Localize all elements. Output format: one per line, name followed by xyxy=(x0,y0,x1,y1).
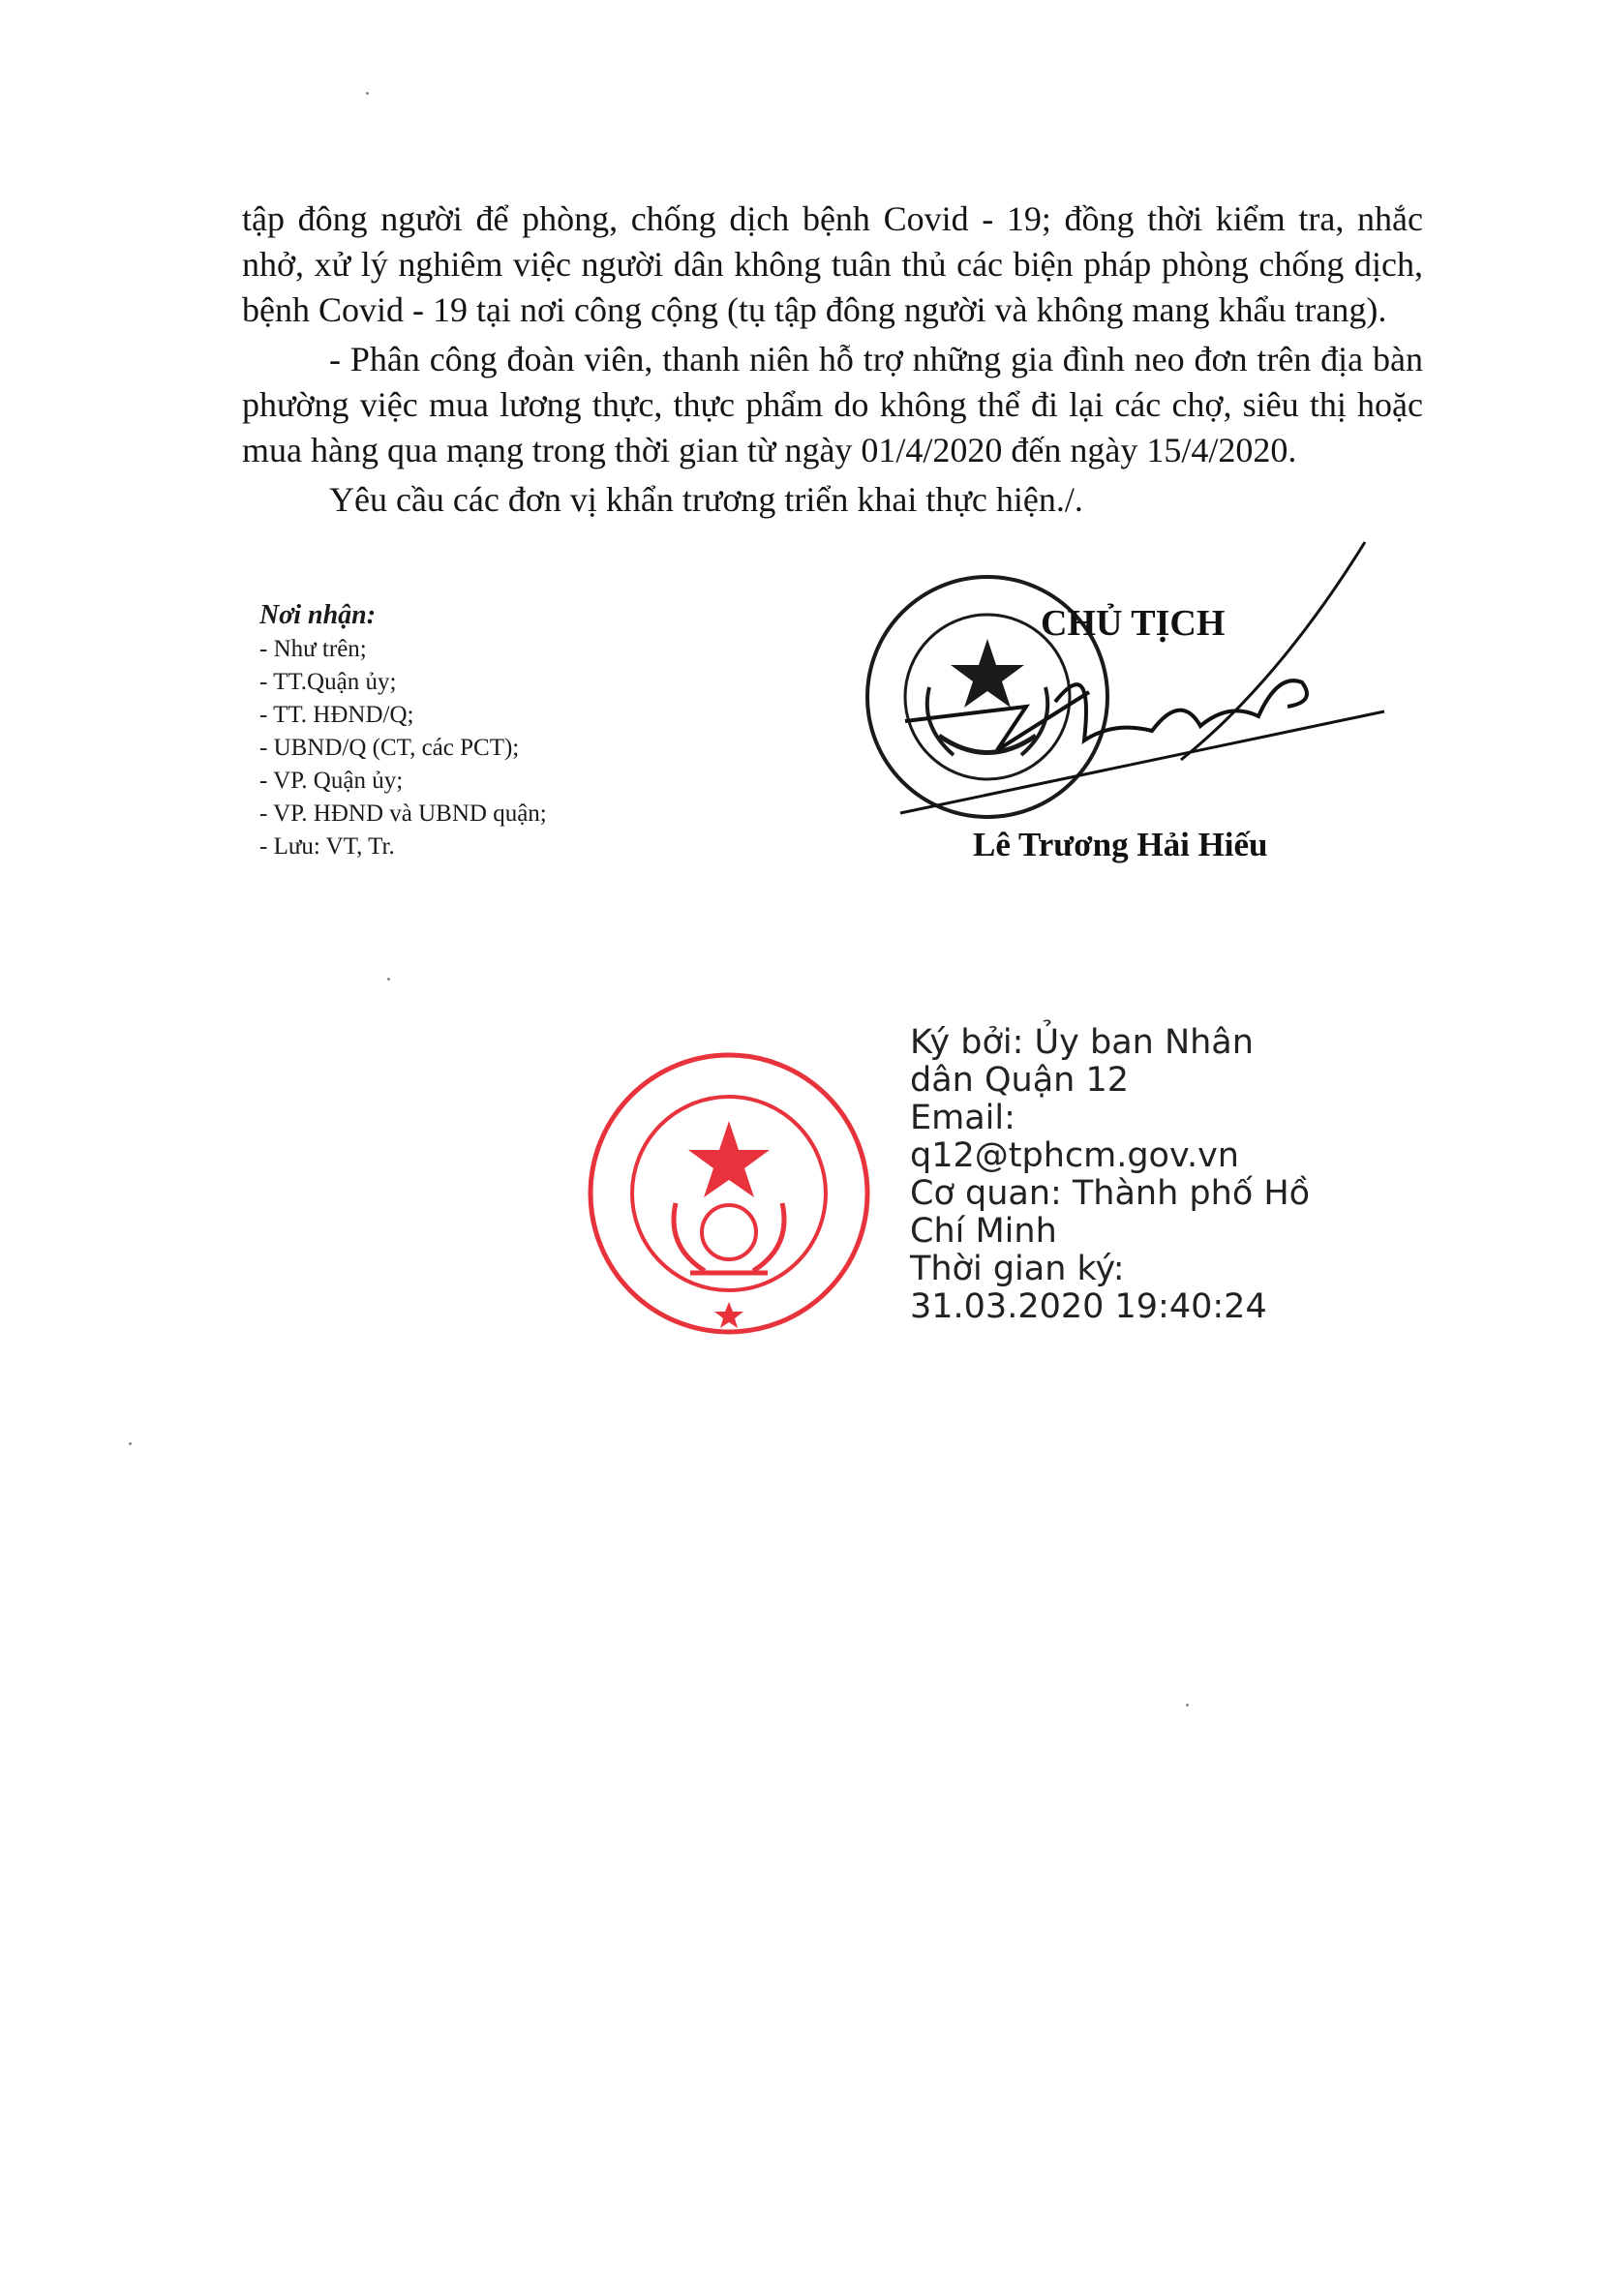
digital-agency-line: Cơ quan: Thành phố Hồ xyxy=(910,1174,1311,1213)
scan-speck xyxy=(1186,1704,1189,1707)
digital-email-value: q12@tphcm.gov.vn xyxy=(910,1136,1239,1175)
recipient-item: - TT.Quận ủy; xyxy=(259,669,397,695)
handwritten-signature-icon xyxy=(862,537,1404,857)
scan-speck xyxy=(366,92,369,95)
digital-time-label: Thời gian ký: xyxy=(910,1250,1125,1288)
recipient-item: - VP. HĐND và UBND quận; xyxy=(259,801,547,827)
paragraph-task: - Phân công đoàn viên, thanh niên hỗ trợ những gia đình neo đơn trên địa bàn phường việc mua lương thực, thực phẩm do không thể đi lại các chợ, siêu thị hoặc mua hàng qua mạng trong thời gian từ ngày 01/4/2020 đến ngày 15/4/2020. xyxy=(242,340,1423,469)
paragraph-closing: Yêu cầu các đơn vị khẩn trương triển khai thực hiện./. xyxy=(329,480,1083,519)
digital-signer-line: Ký bởi: Ủy ban Nhân xyxy=(910,1023,1254,1062)
recipients-heading: Nơi nhận: xyxy=(259,600,377,630)
signer-title: CHỦ TỊCH xyxy=(1041,603,1226,644)
recipient-item: - TT. HĐND/Q; xyxy=(259,702,414,728)
scan-speck xyxy=(129,1442,132,1445)
signer-name: Lê Trương Hải Hiếu xyxy=(973,826,1268,863)
digital-time-value: 31.03.2020 19:40:24 xyxy=(910,1287,1267,1326)
recipients-block xyxy=(259,598,547,863)
recipient-item: - Lưu: VT, Tr. xyxy=(259,833,395,860)
recipient-item: - UBND/Q (CT, các PCT); xyxy=(259,735,520,761)
digital-agency-line: Chí Minh xyxy=(910,1212,1057,1251)
official-red-seal-icon xyxy=(584,1048,874,1339)
paragraph-continuation: tập đông người để phòng, chống dịch bệnh Covid - 19; đồng thời kiểm tra, nhắc nhở, xử lý nghiêm việc người dân không tuân thủ các biện pháp phòng chống dịch, bệnh Covid - 19 tại nơi công cộng (tụ tập đông người và không mang khẩu trang). xyxy=(242,199,1423,329)
recipient-item: - VP. Quận ủy; xyxy=(259,768,404,794)
digital-signer-line: dân Quận 12 xyxy=(910,1061,1129,1100)
body-text xyxy=(242,196,1423,527)
scan-speck xyxy=(387,978,390,981)
digital-email-label: Email: xyxy=(910,1099,1015,1137)
recipient-item: - Như trên; xyxy=(259,636,367,662)
digital-signature-info xyxy=(910,1024,1310,1326)
